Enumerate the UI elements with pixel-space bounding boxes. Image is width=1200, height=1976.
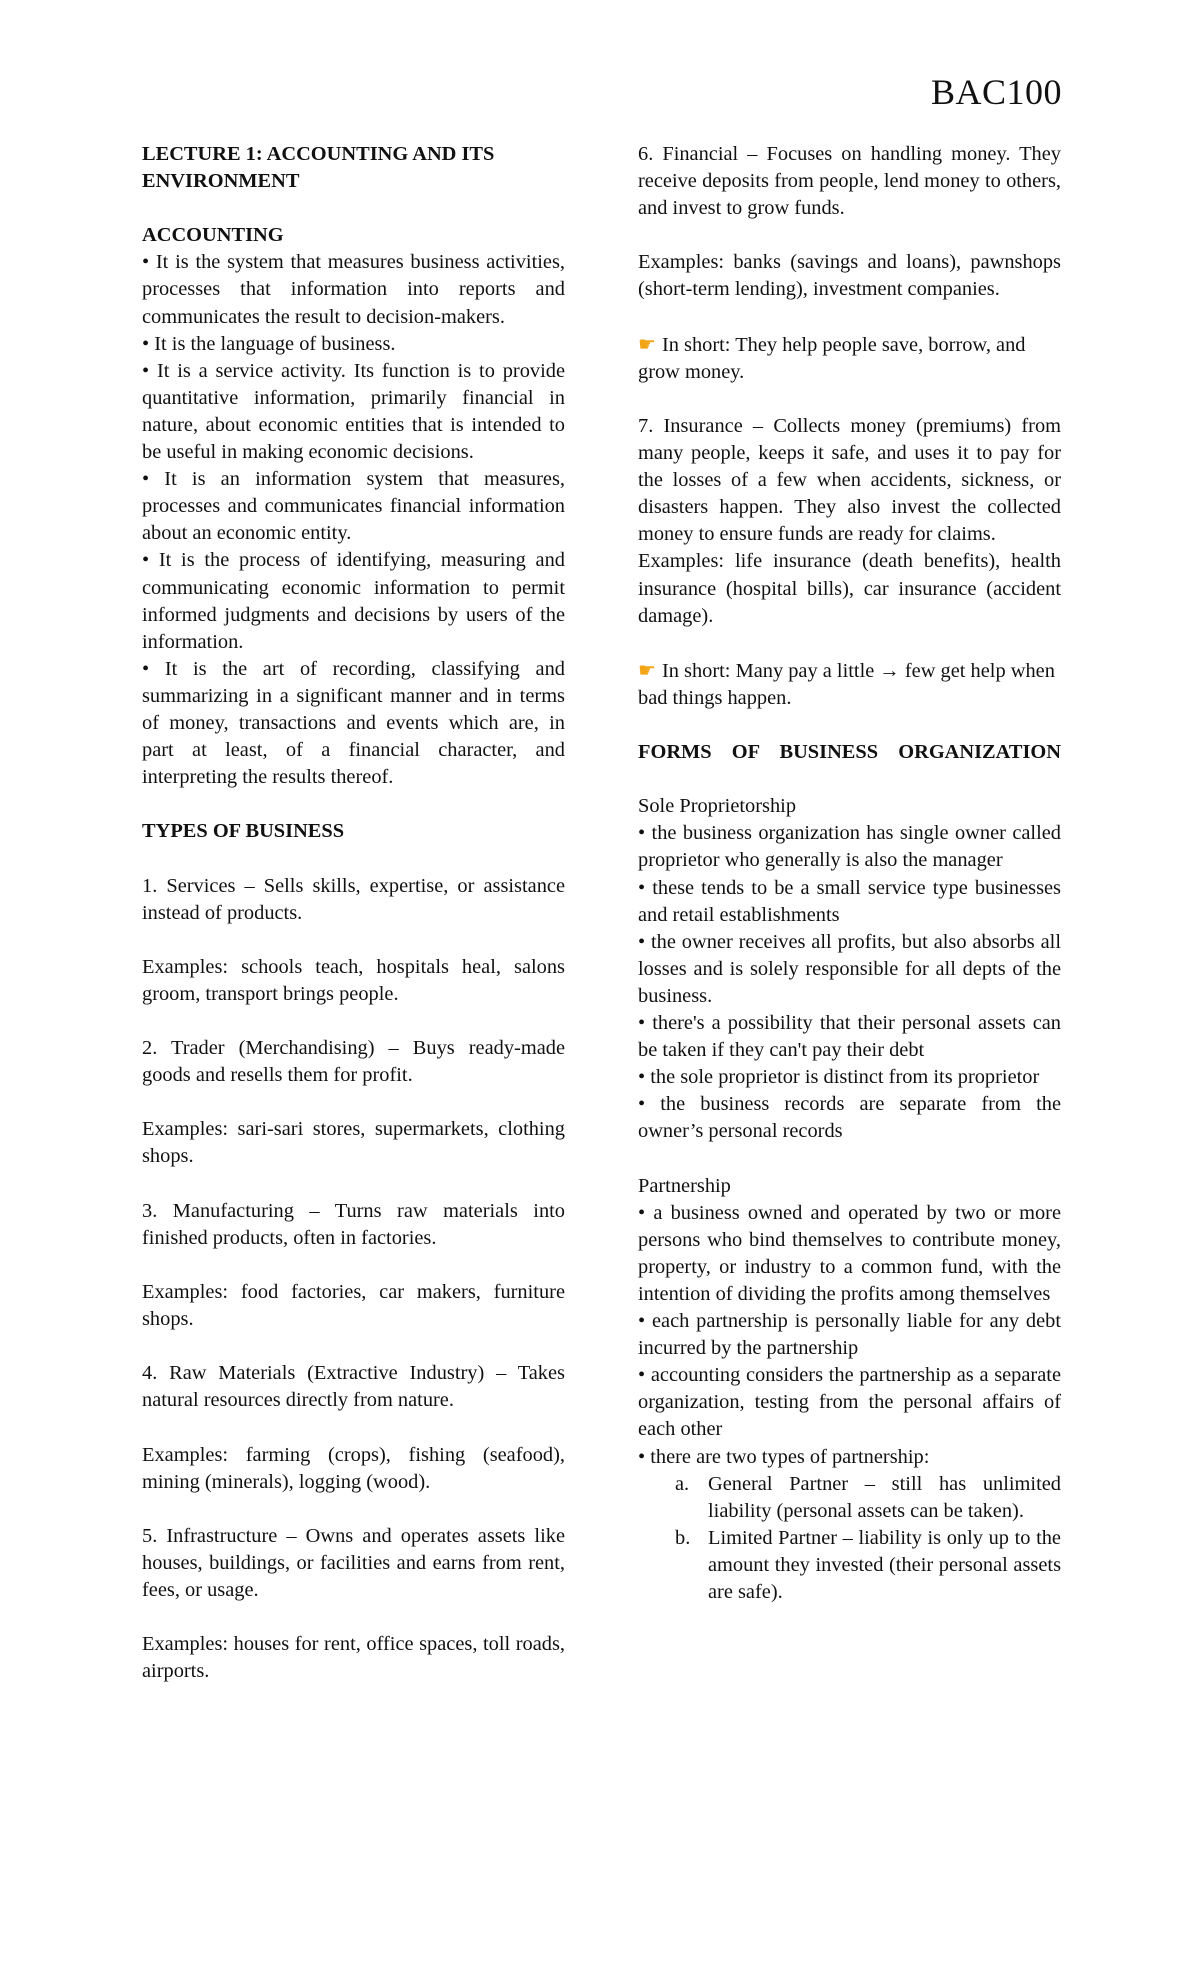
partnership-title: Partnership (638, 1174, 731, 1197)
list-item (638, 1471, 1061, 1525)
business-type-examples: Examples: houses for rent, office spaces, toll roads, airports. (142, 1633, 565, 1683)
financial-short (638, 331, 1061, 386)
partnership-bullet: • each partnership is personally liable for any debt incurred by the partnership (638, 1310, 1061, 1360)
list-marker: b. (675, 1526, 691, 1549)
sole-proprietorship-bullet: • there's a possibility that their personal assets can be taken if they can't pay their debt (638, 1012, 1061, 1062)
accounting-bullet: • It is a service activity. Its function is to provide quantitative information, primarily financial in nature, about economic entities that is intended to be useful in making economic decisions. (142, 359, 565, 464)
financial-description: 6. Financial – Focuses on handling money. They receive deposits from people, lend money to others, and invest to grow funds. (638, 143, 1061, 220)
pointing-hand-icon: ☛ (638, 331, 656, 356)
list-item-text: Limited Partner – liability is only up to the amount they invested (their personal assets are safe). (708, 1526, 1061, 1603)
accounting-bullet: • It is the art of recording, classifying and summarizing in a significant manner and in terms of money, transactions and events which are, in part at least, of a financial character, and interpreting the results thereof. (142, 657, 565, 789)
accounting-bullet: • It is the process of identifying, measuring and communicating economic information to permit informed judgments and decisions by users of the information. (142, 549, 565, 653)
business-type-description: 4. Raw Materials (Extractive Industry) – Takes natural resources directly from nature. (142, 1362, 565, 1412)
lecture-title: LECTURE 1: ACCOUNTING AND ITS ENVIRONMENT (142, 143, 495, 193)
partnership-bullet: • a business owned and operated by two or more persons who bind themselves to contribute money, property, or industry to a common fund, with the intention of dividing the profits among themselves (638, 1201, 1061, 1305)
sole-proprietorship-title: Sole Proprietorship (638, 795, 797, 818)
insurance-short (638, 657, 1061, 712)
financial-short-text: In short: They help people save, borrow, and grow money. (638, 333, 1026, 383)
sole-proprietorship-bullet: • the sole proprietor is distinct from its proprietor (638, 1066, 1040, 1089)
accounting-bullet: • It is the system that measures business activities, processes that information into reports and communicates the result to decision-makers. (142, 251, 565, 328)
partnership-types-list (638, 1471, 1061, 1606)
partnership-bullet: • there are two types of partnership: (638, 1445, 930, 1468)
business-type-examples: Examples: food factories, car makers, furniture shops. (142, 1280, 565, 1331)
pointing-hand-icon: ☛ (638, 657, 656, 682)
forms-heading: FORMS OF BUSINESS ORGANIZATION (638, 741, 1061, 764)
business-type-examples: Examples: sari-sari stores, supermarkets, clothing shops. (142, 1118, 565, 1168)
accounting-bullet: • It is an information system that measures, processes and communicates financial information about an economic entity. (142, 468, 565, 545)
list-item (638, 1525, 1061, 1606)
insurance-short-text: In short: Many pay a little → few get help when bad things happen. (638, 659, 1055, 709)
list-item-text: General Partner – still has unlimited liability (personal assets can be taken). (708, 1472, 1061, 1522)
sole-proprietorship-bullet: • these tends to be a small service type businesses and retail establishments (638, 876, 1061, 926)
sole-proprietorship-bullet: • the business organization has single owner called proprietor who generally is also the manager (638, 822, 1061, 872)
types-heading: TYPES OF BUSINESS (142, 820, 345, 843)
business-type-description: 3. Manufacturing – Turns raw materials into finished products, often in factories. (142, 1199, 565, 1249)
insurance-examples: Examples: life insurance (death benefits), health insurance (hospital bills), car insurance (accident damage). (638, 550, 1061, 627)
business-type-examples: Examples: farming (crops), fishing (seafood), mining (minerals), logging (wood). (142, 1443, 565, 1493)
partnership-bullet: • accounting considers the partnership as a separate organization, testing from the personal affairs of each other (638, 1364, 1061, 1441)
sole-proprietorship-bullet: • the owner receives all profits, but also absorbs all losses and is solely responsible for all depts of the business. (638, 930, 1061, 1007)
business-type-description: 1. Services – Sells skills, expertise, or assistance instead of products. (142, 874, 565, 924)
left-column (142, 141, 565, 1685)
business-type-description: 5. Infrastructure – Owns and operates assets like houses, buildings, or facilities and earns from rent, fees, or usage. (142, 1524, 565, 1601)
financial-examples: Examples: banks (savings and loans), pawnshops (short-term lending), investment companies. (638, 251, 1061, 301)
business-type-description: 2. Trader (Merchandising) – Buys ready-made goods and resells them for profit. (142, 1037, 565, 1087)
accounting-heading: ACCOUNTING (142, 224, 284, 247)
sole-proprietorship-bullet: • the business records are separate from the owner’s personal records (638, 1093, 1061, 1143)
insurance-description: 7. Insurance – Collects money (premiums) from many people, keeps it safe, and uses it to pay for the losses of a few when accidents, sickness, or disasters happen. They also invest the collected money to ensure funds are ready for claims. (638, 414, 1061, 546)
right-column (638, 141, 1061, 1606)
business-type-examples: Examples: schools teach, hospitals heal, salons groom, transport brings people. (142, 955, 565, 1005)
accounting-bullet: • It is the language of business. (142, 332, 396, 355)
page-code: BAC100 (930, 72, 1062, 112)
list-marker: a. (675, 1472, 690, 1495)
